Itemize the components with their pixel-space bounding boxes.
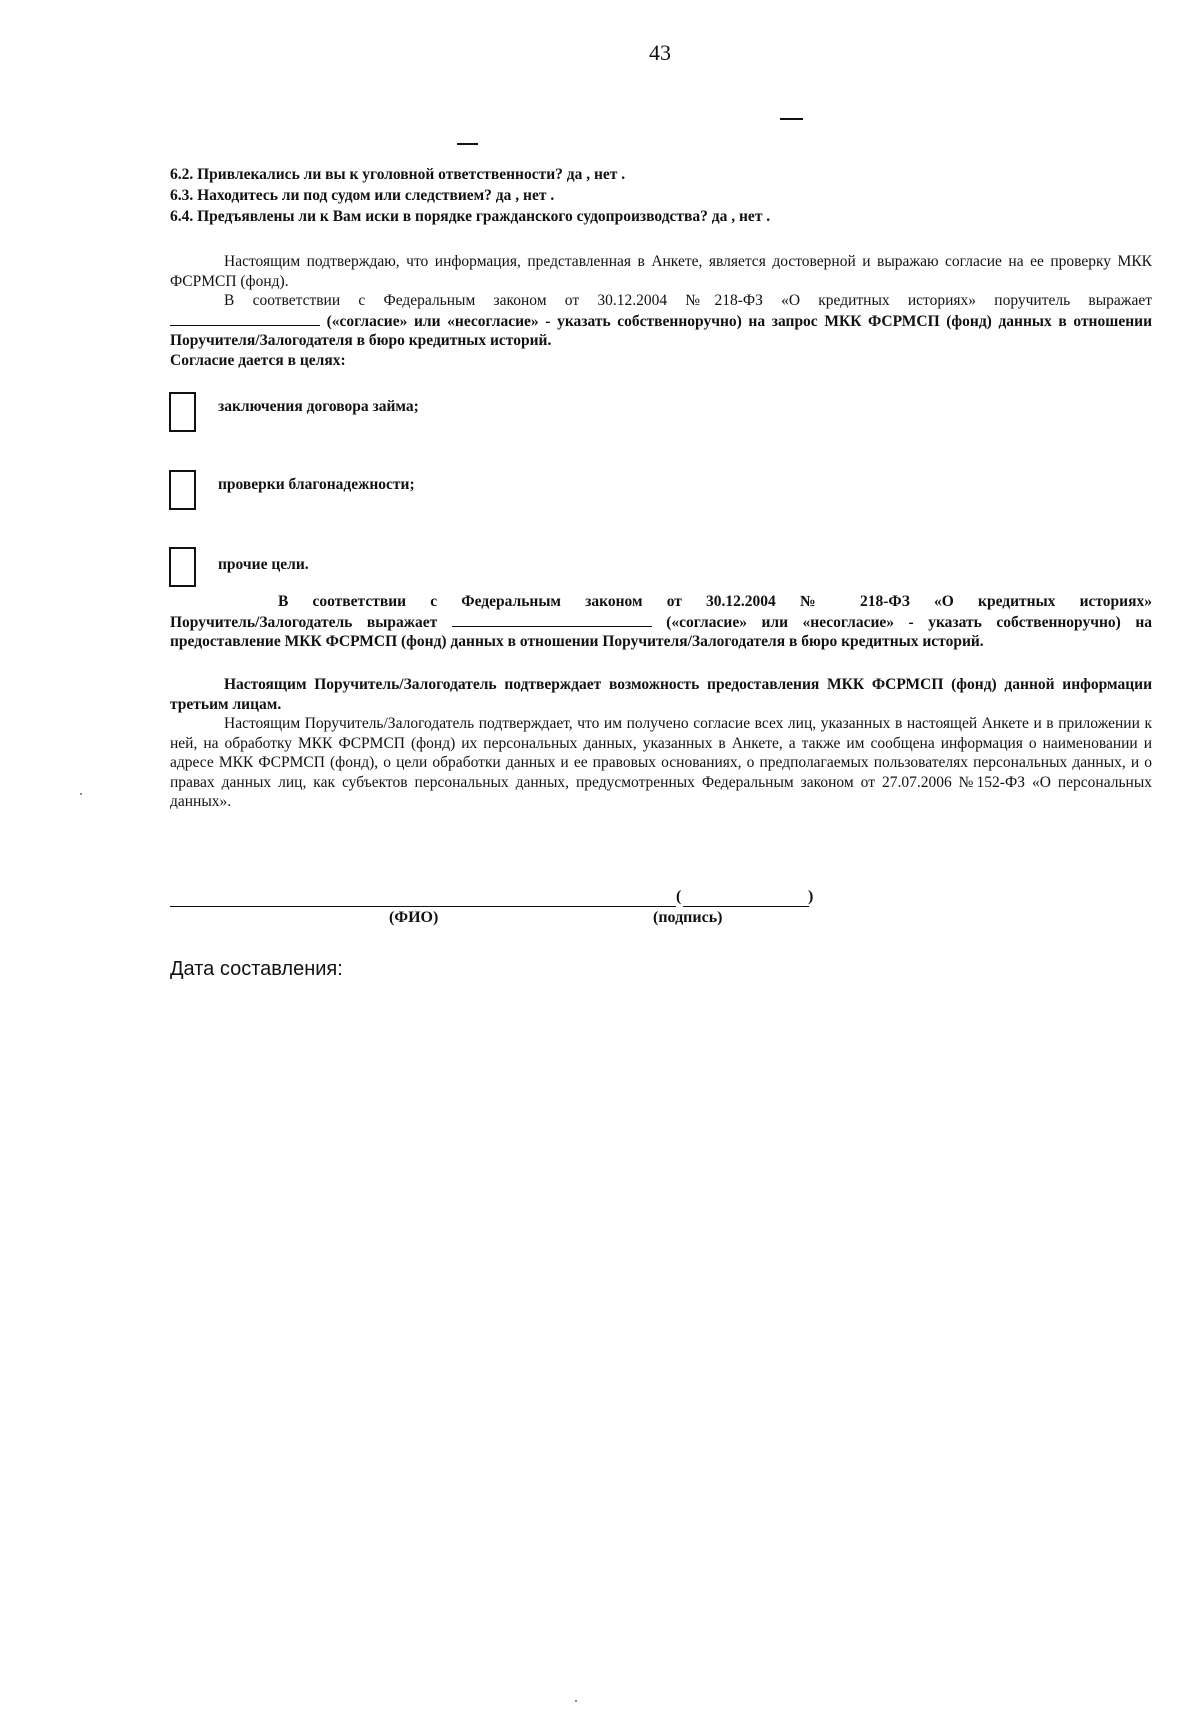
signature-line[interactable] [683,906,809,907]
question-6-4: 6.4. Предъявлены ли к Вам иски в порядке гражданского судопроизводства? да , нет . [170,208,771,225]
scan-dash-right [780,118,803,120]
question-6-3: 6.3. Находитесь ли под судом или следствием? да , нет . [170,187,555,204]
scan-speck [80,793,82,795]
law-paragraph-2-first-line: В соответствии с Федеральным законом от 30.12.2004 № 218-ФЗ «О кредитных историях» [278,593,1152,610]
consent-blank-2[interactable] [452,612,652,627]
signature-open-paren: ( [676,888,682,905]
third-party-paragraph: Настоящим Поручитель/Залогодатель подтверждает возможность предоставления МКК ФСРМСП (фонд) данной информации третьим лицам. [170,676,1152,713]
signature-close-paren: ) [808,888,814,905]
checkbox-other-label: прочие цели. [218,556,309,573]
scan-dash-left [457,143,478,145]
consent-blank-1[interactable] [170,311,320,326]
signature-label: (подпись) [653,909,723,926]
law-section-2 [170,592,1152,652]
checkbox-loan-label: заключения договора займа; [218,398,419,415]
law-paragraph-2-after: («согласие» или «несогласие» - указать собственноручно) на предоставление МКК ФСРМСП (фонд) данных в отношении Поручителя/Залогодателя в бюро кредитных историй. [170,613,1153,650]
personal-data-paragraph: Настоящим Поручитель/Залогодатель подтверждает, что им получено согласие всех лиц, указанных в настоящей Анкете и в приложении к ней, на обработку МКК ФСРМСП (фонд) их персональных данных, указанных в Анкете, а также им сообщена информация о наименовании и адресе МКК ФСРМСП (фонд), о цели обработки данных и ее правовых основаниях, о предполагаемых пользователях персональных данных, и о правах данных лиц, как субъектов персональных данных, предусмотренных Федеральным законом от 27.07.2006 №152-ФЗ «О персональных данных». [170,715,1152,810]
law-paragraph-1-text: («согласие» или «несогласие» - указать собственноручно) на запрос МКК ФСРМСП (фонд) данных в отношении Поручителя/Залогодателя в бюро кредитных историй. [170,312,1152,349]
scan-speck [575,1700,577,1702]
date-label: Дата составления: [170,958,343,980]
law-paragraph-2-rest [170,612,1152,652]
page-number: 43 [649,40,671,65]
checkbox-reliability[interactable] [169,470,196,510]
fio-signature-line[interactable] [170,906,676,907]
third-party-section [170,675,1152,812]
question-6-2: 6.2. Привлекались ли вы к уголовной ответственности? да , нет . [170,166,626,183]
law-paragraph-1-rest [170,311,1152,351]
law-paragraph-1-first-line: В соответствии с Федеральным законом от 30.12.2004 №218-ФЗ «О кредитных историях» поручитель выражает [224,292,1152,309]
fio-label: (ФИО) [389,909,439,926]
law-paragraph-2-before: Поручитель/Залогодатель выражает [170,613,438,631]
checkbox-reliability-label: проверки благонадежности; [218,476,415,493]
confirm-paragraph: Настоящим подтверждаю, что информация, представленная в Анкете, является достоверной и выражаю согласие на ее проверку МКК ФСРМСП (фонд). [170,253,1152,290]
checkbox-loan[interactable] [169,392,196,432]
confirm-section [170,252,1152,370]
checkbox-other[interactable] [169,547,196,587]
consent-purpose-heading: Согласие дается в целях: [170,351,346,369]
